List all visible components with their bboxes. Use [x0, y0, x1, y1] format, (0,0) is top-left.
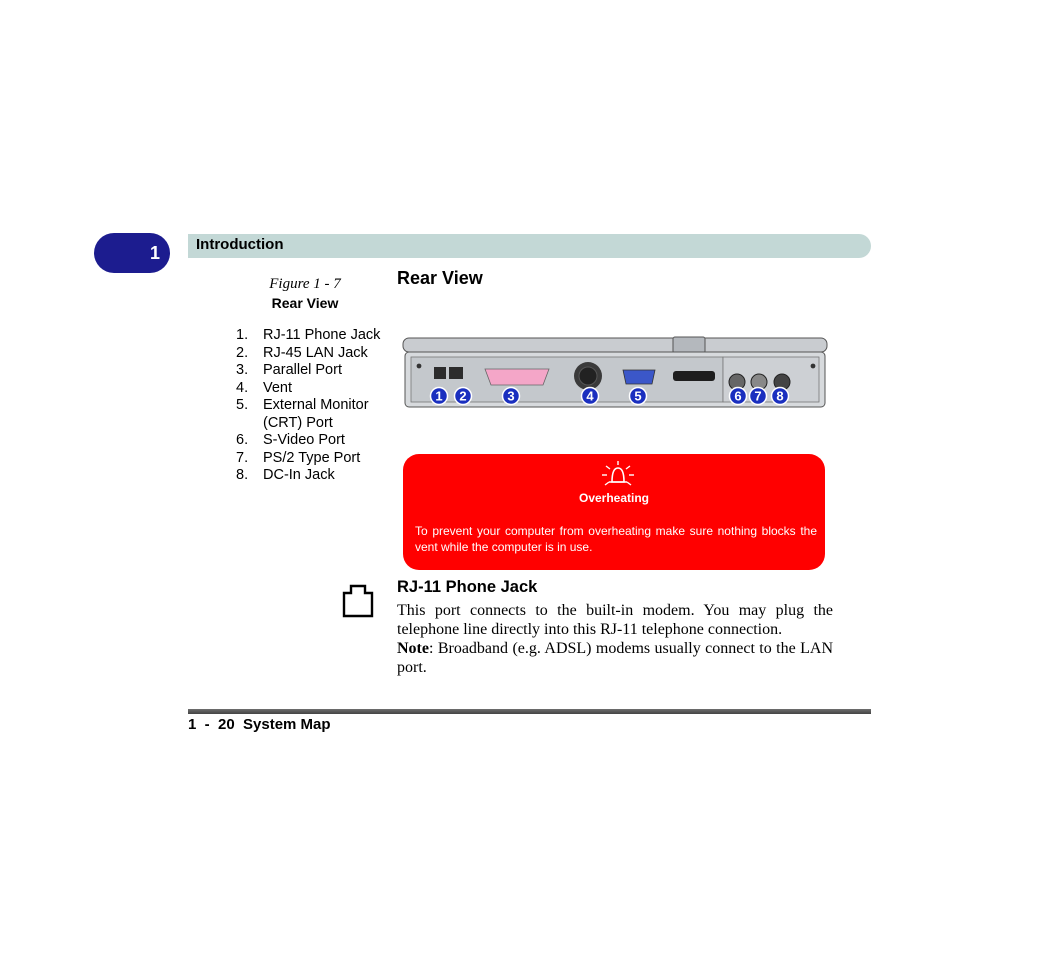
- callout-label: 1: [435, 388, 443, 404]
- callout-label: 4: [586, 388, 594, 404]
- subsection-title: RJ-11 Phone Jack: [397, 578, 538, 596]
- section-title: Introduction: [196, 236, 284, 253]
- callout-label: 3: [507, 388, 515, 404]
- paragraph: This port connects to the built-in modem. You may plug the telephone line directly into this RJ-11 telephone connection.: [397, 602, 833, 638]
- footer-divider: [188, 709, 871, 714]
- list-item: 6. S-Video Port: [236, 432, 345, 448]
- chapter-number: 1: [149, 242, 160, 263]
- callout-label: 5: [634, 388, 642, 404]
- warning-box: [403, 454, 825, 570]
- callout-badge: [772, 388, 789, 405]
- callout-badge: [630, 388, 647, 405]
- note-label: Note: [397, 640, 429, 657]
- figure-legend: [236, 327, 386, 485]
- callout-badge: [582, 388, 599, 405]
- page-title: Rear View: [397, 268, 483, 288]
- chapter-badge: [94, 233, 170, 273]
- list-item: 1. RJ-11 Phone Jack: [236, 327, 381, 343]
- callout-badge: [503, 388, 520, 405]
- list-item: 8. DC-In Jack: [236, 467, 335, 483]
- list-item: 2. RJ-45 LAN Jack: [236, 344, 368, 361]
- callout-badge: [750, 388, 767, 405]
- callout-badge: [455, 388, 472, 405]
- warning-text: To prevent your computer from overheating make sure nothing blocks the vent while the computer is in use.: [415, 524, 817, 554]
- callout-label: 2: [459, 388, 467, 404]
- page-footer: 1 - 20 System Map: [188, 716, 331, 733]
- callout-badge: [431, 388, 448, 405]
- list-item: 7. PS/2 Type Port: [236, 449, 361, 466]
- laptop-rear-illustration: [401, 335, 829, 411]
- callout-label: 6: [734, 388, 742, 404]
- callout-badge: [730, 388, 747, 405]
- figure-caption: [240, 276, 370, 311]
- list-item: 5. External Monitor (CRT) Port: [236, 397, 369, 431]
- section-header-bar: [188, 234, 871, 258]
- figure-number: Figure 1 - 7: [269, 276, 341, 292]
- figure-title: Rear View: [271, 295, 339, 311]
- body-text: [397, 601, 833, 677]
- list-item: 4. Vent: [236, 379, 293, 396]
- list-item: 3. Parallel Port: [236, 362, 342, 378]
- warning-title: Overheating: [578, 491, 650, 505]
- phone-jack-icon: [341, 582, 375, 618]
- note-paragraph: [397, 639, 833, 677]
- callout-label: 7: [754, 388, 762, 404]
- note-text: : Broadband (e.g. ADSL) modems usually connect to the LAN port.: [397, 640, 833, 676]
- callout-label: 8: [776, 388, 784, 404]
- overheating-icon: [600, 460, 636, 488]
